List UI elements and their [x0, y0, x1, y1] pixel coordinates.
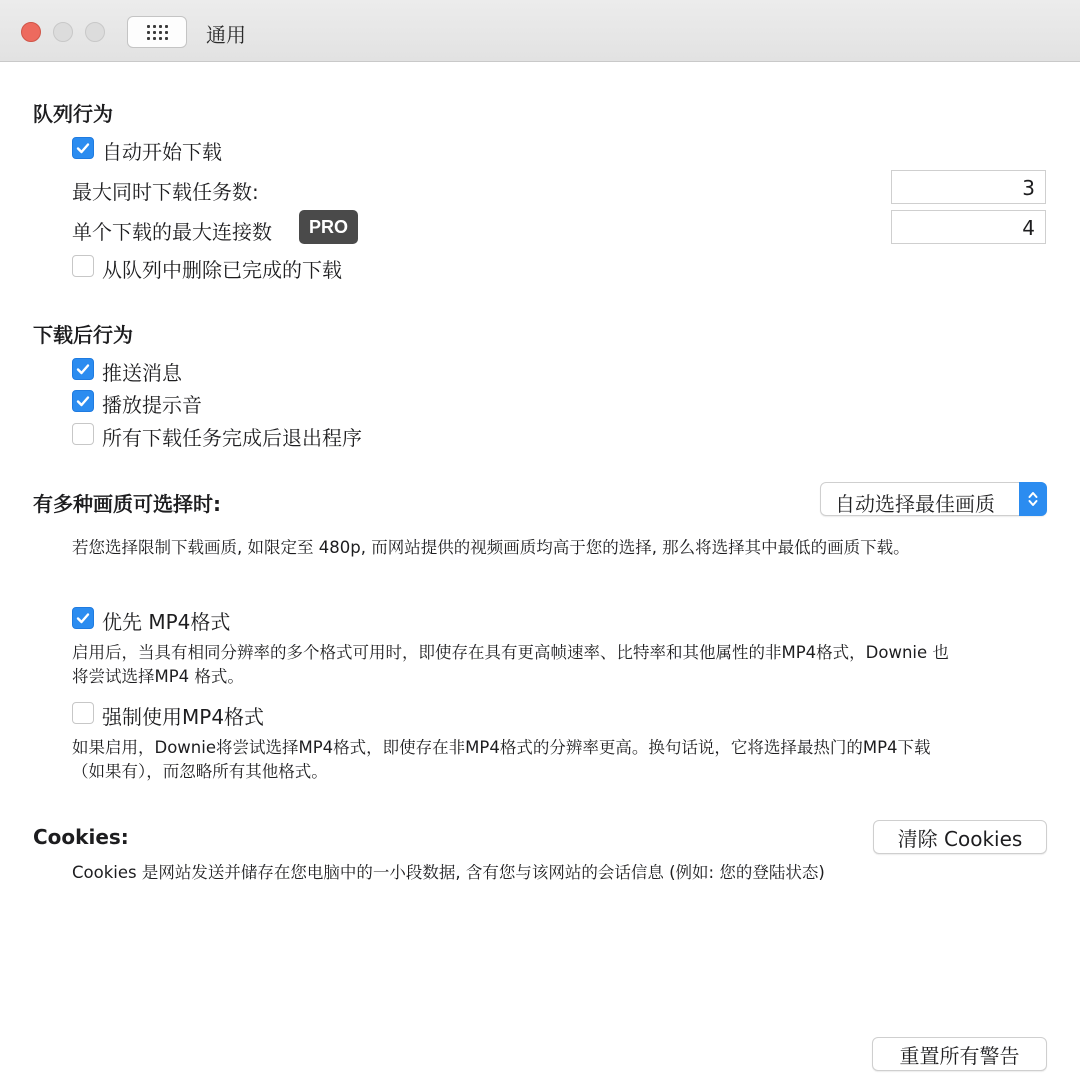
- queue-section-title: 队列行为: [33, 102, 113, 126]
- cookies-description: Cookies 是网站发送并储存在您电脑中的一小段数据, 含有您与该网站的会话信息 (例如: 您的登陆状态): [72, 863, 825, 882]
- quality-popup-label: 自动选择最佳画质: [835, 492, 995, 516]
- max-connections-field[interactable]: 4: [891, 210, 1046, 244]
- quality-description: 若您选择限制下载画质, 如限定至 480p, 而网站提供的视频画质均高于您的选择, 那么将选择其中最低的画质下载。: [72, 538, 910, 557]
- quit-when-done-label: 所有下载任务完成后退出程序: [102, 426, 362, 450]
- max-simultaneous-field[interactable]: 3: [891, 170, 1046, 204]
- prefer-mp4-description-line1: 启用后，当具有相同分辨率的多个格式可用时，即使存在具有更高帧速率、比特率和其他属性的非MP4格式，Downie 也: [72, 643, 949, 662]
- max-connections-label: 单个下载的最大连接数: [72, 220, 272, 244]
- clear-cookies-button[interactable]: 清除 Cookies: [873, 820, 1047, 854]
- force-mp4-description-line2: （如果有），而忽略所有其他格式。: [72, 762, 328, 781]
- close-window-button[interactable]: [21, 22, 41, 42]
- force-mp4-label: 强制使用MP4格式: [102, 705, 265, 729]
- quality-section-title: 有多种画质可选择时:: [33, 492, 221, 516]
- window-titlebar: [0, 0, 1080, 62]
- checkmark-icon: [75, 393, 91, 409]
- prefer-mp4-description-line2: 将尝试选择MP4 格式。: [72, 667, 244, 686]
- post-download-section-title: 下载后行为: [33, 323, 133, 347]
- grid-icon: [147, 25, 168, 40]
- max-simultaneous-label: 最大同时下载任务数:: [72, 180, 259, 204]
- cookies-section-title: Cookies:: [33, 825, 129, 849]
- minimize-window-button[interactable]: [53, 22, 73, 42]
- quality-popup-button[interactable]: [820, 482, 1047, 516]
- force-mp4-description-line1: 如果启用，Downie将尝试选择MP4格式，即使存在非MP4格式的分辨率更高。换句话说，它将选择最热门的MP4下载: [72, 738, 931, 757]
- remove-completed-label: 从队列中删除已完成的下载: [102, 258, 342, 282]
- zoom-window-button[interactable]: [85, 22, 105, 42]
- play-sound-checkbox[interactable]: [72, 390, 94, 412]
- prefer-mp4-checkbox[interactable]: [72, 607, 94, 629]
- push-notification-label: 推送消息: [102, 361, 182, 385]
- push-notification-checkbox[interactable]: [72, 358, 94, 380]
- reset-warnings-button[interactable]: 重置所有警告: [872, 1037, 1047, 1071]
- remove-completed-checkbox[interactable]: [72, 255, 94, 277]
- up-down-arrows-icon: [1019, 482, 1047, 516]
- checkmark-icon: [75, 361, 91, 377]
- show-all-preferences-button[interactable]: [127, 16, 187, 48]
- quit-when-done-checkbox[interactable]: [72, 423, 94, 445]
- prefer-mp4-label: 优先 MP4格式: [102, 610, 231, 634]
- checkmark-icon: [75, 140, 91, 156]
- pro-badge: PRO: [299, 210, 358, 244]
- auto-start-label: 自动开始下载: [102, 140, 222, 164]
- checkmark-icon: [75, 610, 91, 626]
- window-title: 通用: [206, 23, 246, 47]
- auto-start-checkbox[interactable]: [72, 137, 94, 159]
- force-mp4-checkbox[interactable]: [72, 702, 94, 724]
- play-sound-label: 播放提示音: [102, 393, 202, 417]
